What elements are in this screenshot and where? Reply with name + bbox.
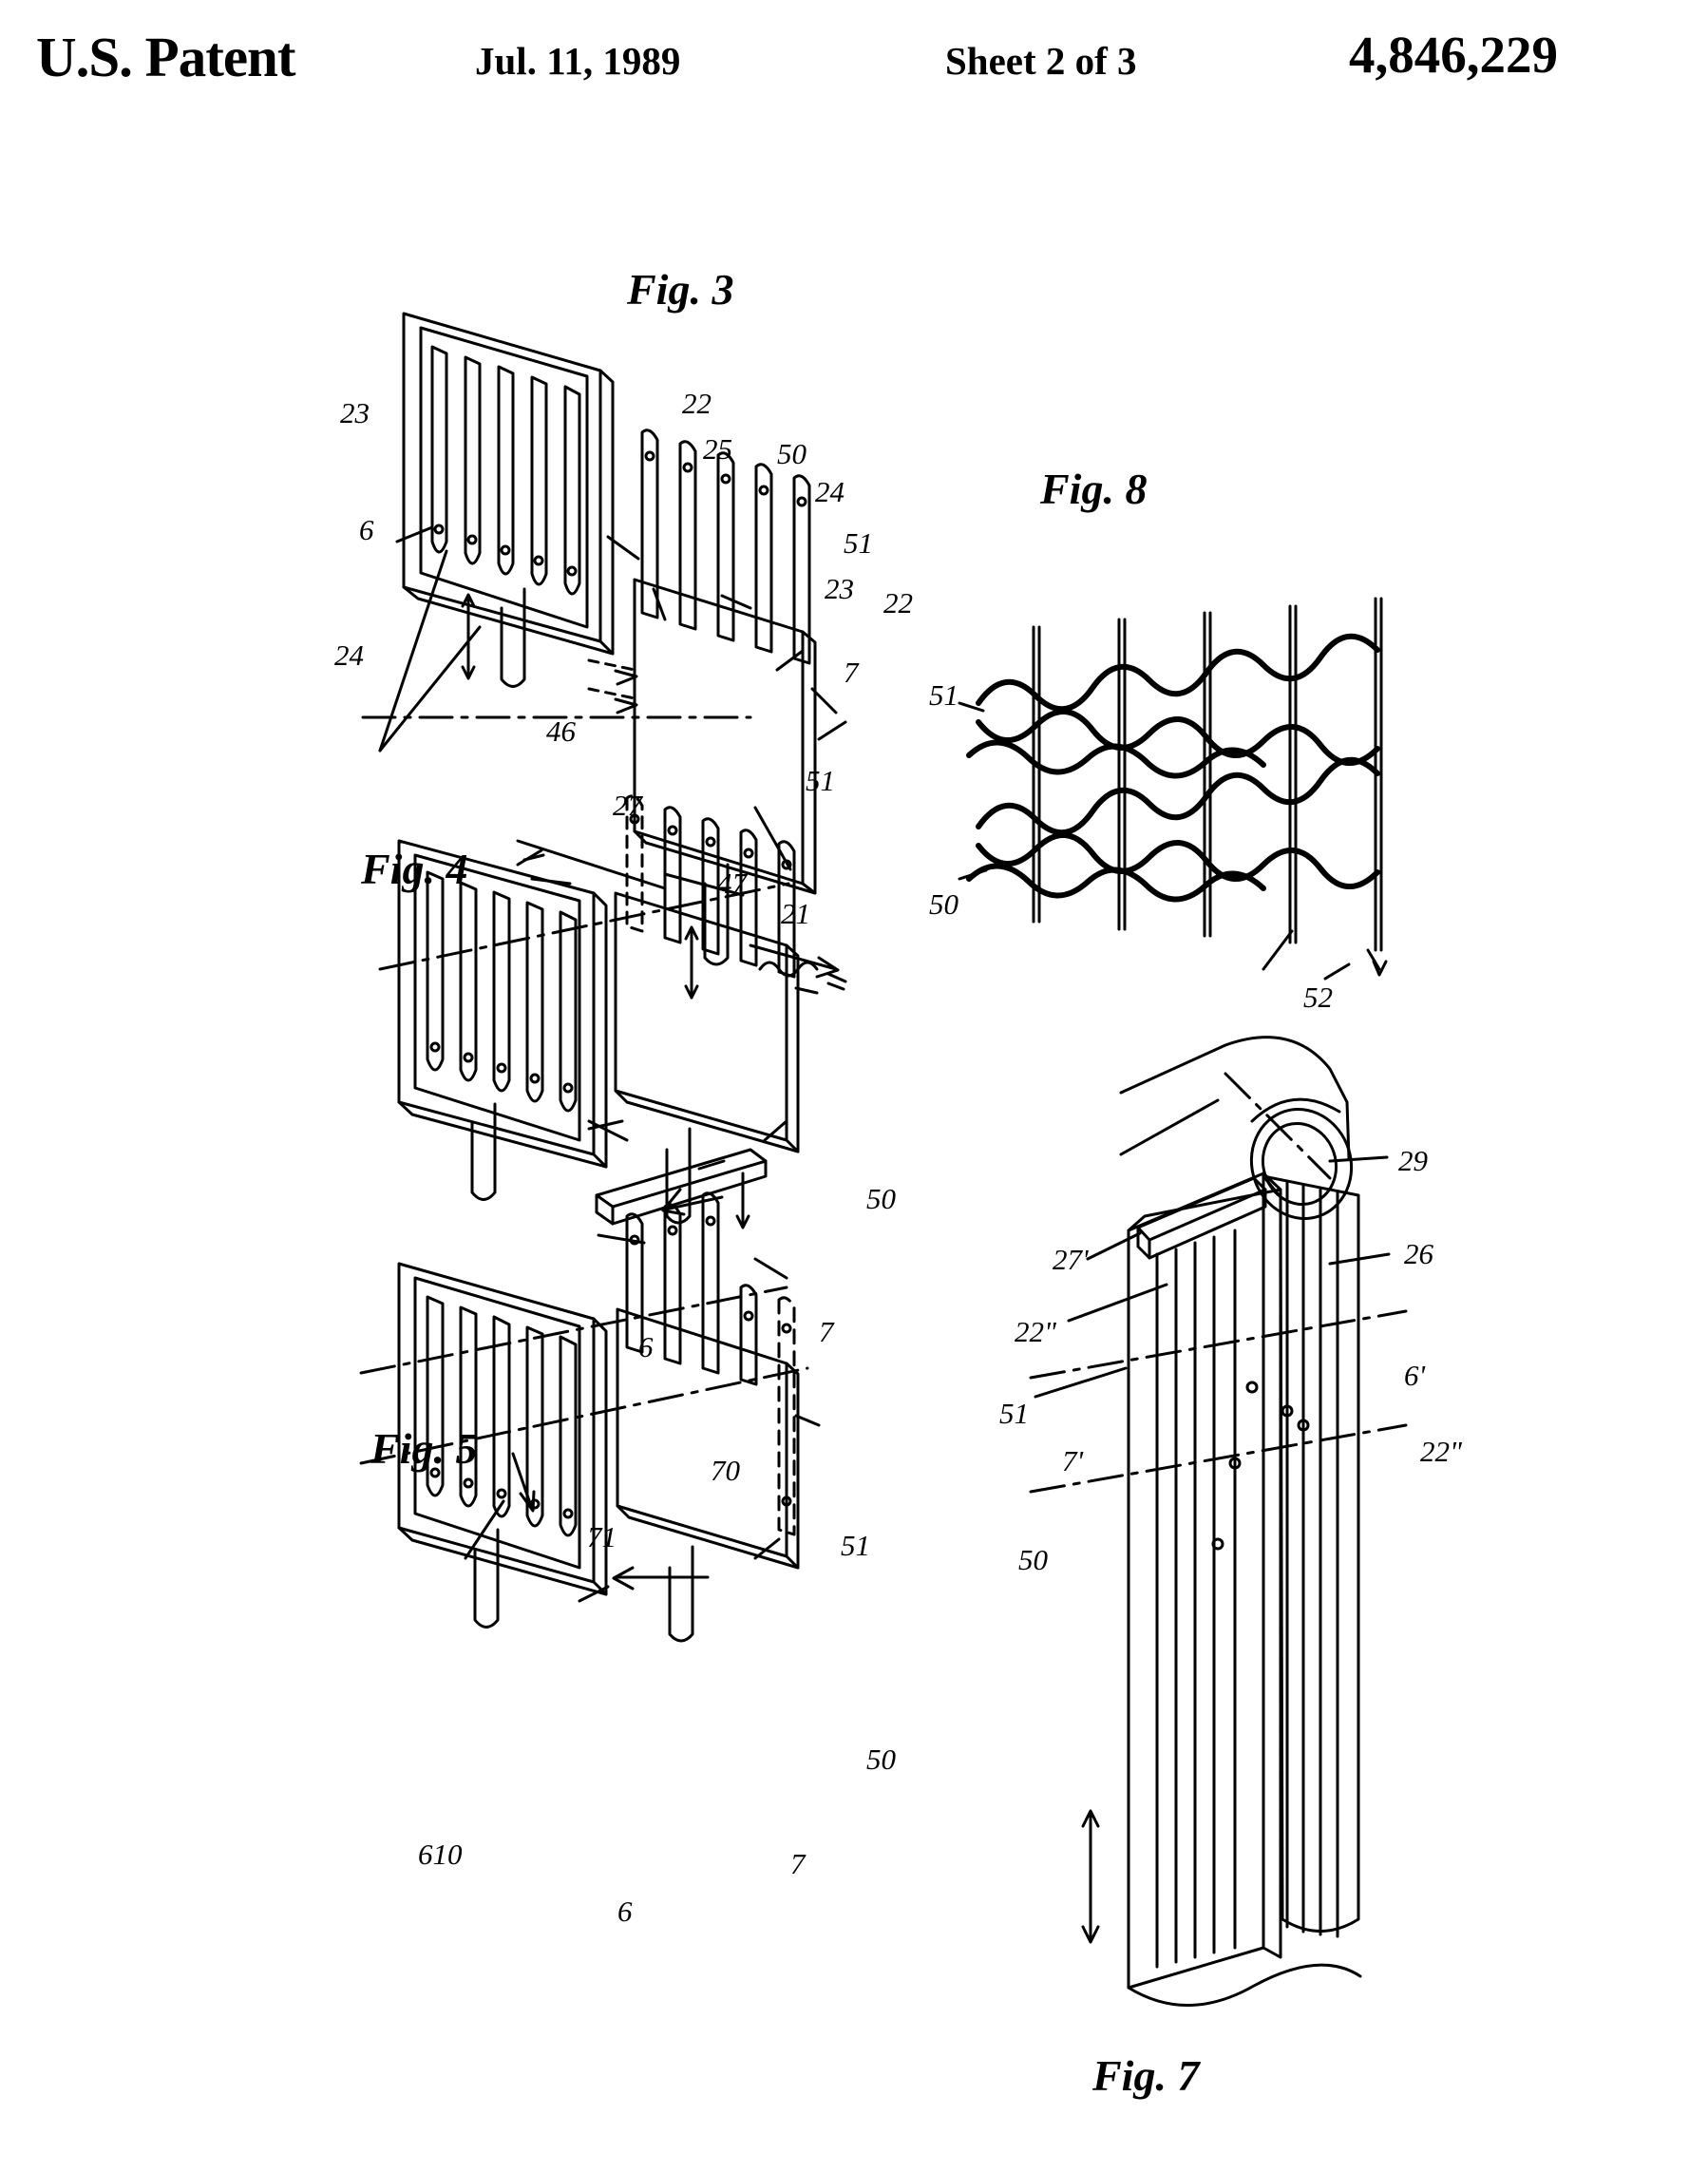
ref-24-fig3-right: 24 (815, 475, 845, 508)
fig8-label: Fig. 8 (1040, 465, 1148, 513)
ref-50-fig5: 50 (866, 1743, 896, 1776)
ref-7prime-fig7: 7' (1062, 1444, 1084, 1477)
ref-51-fig3: 51 (844, 526, 873, 560)
figure-8-drawing (959, 599, 1386, 979)
ref-46-fig3: 46 (546, 714, 576, 748)
figure-5-drawing (361, 1150, 819, 1641)
fig7-label: Fig. 7 (1092, 2051, 1200, 2100)
ref-6-fig3: 6 (359, 513, 374, 546)
ref-7-fig3: 7 (844, 656, 859, 689)
ref-22dprime-fig7-right: 22" (1420, 1435, 1463, 1468)
patent-date: Jul. 11, 1989 (475, 39, 681, 83)
fig5-label: Fig. 5 (370, 1424, 478, 1473)
ref-50-fig7: 50 (1018, 1543, 1048, 1576)
drawings-svg (0, 133, 1708, 2172)
patent-drawing-sheet (0, 133, 1708, 2172)
ref-27prime-fig7: 27' (1053, 1243, 1089, 1276)
ref-50-fig3: 50 (777, 437, 807, 470)
ref-23-fig3: 23 (340, 396, 370, 429)
sheet-number: Sheet 2 of 3 (945, 39, 1137, 83)
ref-7-fig5: 7 (790, 1847, 806, 1880)
ref-50-fig4: 50 (866, 1182, 896, 1215)
ref-51-fig7: 51 (999, 1397, 1029, 1430)
ref-51-fig4: 51 (806, 764, 835, 797)
fig4-label: Fig. 4 (361, 845, 468, 893)
ref-47-fig3: 47 (717, 867, 747, 900)
patent-number: 4,846,229 (1349, 26, 1558, 84)
ref-29-fig7: 29 (1398, 1144, 1428, 1177)
ref-51-fig8: 51 (929, 678, 958, 712)
ref-50-fig8: 50 (929, 887, 958, 921)
ref-71-fig5: 71 (587, 1520, 617, 1553)
ref-25-fig3: 25 (703, 432, 732, 466)
ref-6-fig5: 6 (617, 1895, 633, 1928)
patent-header (0, 0, 1708, 133)
ref-23-fig3-right: 23 (825, 572, 854, 605)
fig3-label: Fig. 3 (627, 265, 734, 314)
ref-52-fig8: 52 (1303, 981, 1333, 1014)
ref-24-fig3-left: 24 (334, 638, 364, 672)
patent-office-title: U.S. Patent (36, 26, 295, 88)
ref-6-fig4: 6 (638, 1330, 654, 1363)
ref-51-fig5: 51 (841, 1529, 870, 1562)
ref-610-fig5: 610 (418, 1838, 463, 1871)
ref-27-fig3: 27 (613, 789, 642, 822)
figure-3-drawing (363, 314, 845, 998)
ref-21-fig3: 21 (781, 897, 810, 930)
ref-22dprime-fig7-left: 22" (1015, 1315, 1057, 1348)
ref-70-fig5: 70 (711, 1454, 740, 1487)
figure-7-drawing (1031, 1038, 1406, 2006)
ref-7-fig4: 7 (819, 1315, 834, 1348)
ref-22-fig3: 22 (682, 387, 712, 420)
ref-26-fig7: 26 (1404, 1237, 1433, 1270)
ref-6prime-fig7: 6' (1404, 1359, 1426, 1392)
ref-22-fig3-right: 22 (883, 586, 913, 619)
